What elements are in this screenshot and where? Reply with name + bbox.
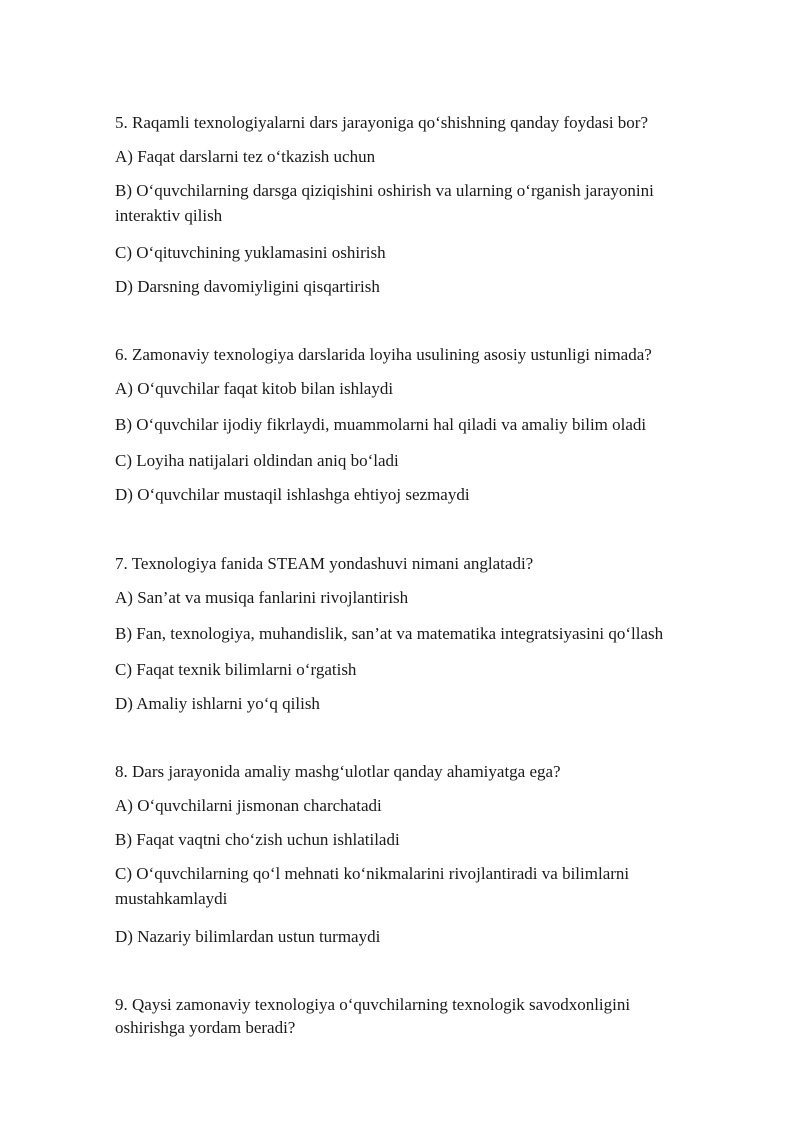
question-9-cont: oshirishga yordam beradi? xyxy=(115,1018,296,1037)
option-5b-cont xyxy=(115,204,735,228)
question-9: 9. Qaysi zamonaviy texnologiya o‘quvchilarning texnologik savodxonligini xyxy=(115,995,631,1014)
option-8c-cont xyxy=(115,887,735,911)
option-8a: A) O‘quvchilarni jismonan charchatadi xyxy=(115,796,382,815)
option-5a: A) Faqat darslarni tez o‘tkazish uchun xyxy=(115,147,376,166)
question-8: 8. Dars jarayonida amaliy mashg‘ulotlar qanday ahamiyatga ega? xyxy=(115,762,561,781)
option-6c: C) Loyiha natijalari oldindan aniq bo‘ladi xyxy=(115,451,399,470)
option-6a: A) O‘quvchilar faqat kitob bilan ishlaydi xyxy=(115,379,394,398)
option-7c: C) Faqat texnik bilimlarni o‘rgatish xyxy=(115,660,357,679)
option-5b-cont-text: interaktiv qilish xyxy=(115,206,223,225)
option-8b: B) Faqat vaqtni cho‘zish uchun ishlatiladi xyxy=(115,830,400,849)
option-7a: A) San’at va musiqa fanlarini rivojlantirish xyxy=(115,588,409,607)
option-7b xyxy=(115,622,735,646)
option-7d: D) Amaliy ishlarni yo‘q qilish xyxy=(115,694,320,713)
option-5b: B) O‘quvchilarning darsga qiziqishini oshirish va ularning o‘rganish jarayonini xyxy=(115,181,654,200)
question-7: 7. Texnologiya fanida STEAM yondashuvi nimani anglatadi? xyxy=(115,554,534,573)
option-5d: D) Darsning davomiyligini qisqartirish xyxy=(115,277,380,296)
option-8c: C) O‘quvchilarning qo‘l mehnati ko‘nikmalarini rivojlantiradi va bilimlarni xyxy=(115,864,630,883)
option-8c-cont-text: mustahkamlaydi xyxy=(115,889,228,908)
option-5c: C) O‘qituvchining yuklamasini oshirish xyxy=(115,243,386,262)
question-5: 5. Raqamli texnologiyalarni dars jarayoniga qo‘shishning qanday foydasi bor? xyxy=(115,113,649,132)
option-8d: D) Nazariy bilimlardan ustun turmaydi xyxy=(115,927,381,946)
option-6d: D) O‘quvchilar mustaqil ishlashga ehtiyoj sezmaydi xyxy=(115,485,470,504)
option-6b-text: B) O‘quvchilar ijodiy fikrlaydi, muammolarni hal qiladi va amaliy bilim oladi xyxy=(115,415,647,434)
option-7b-text: B) Fan, texnologiya, muhandislik, san’at va matematika integratsiyasini qo‘llash xyxy=(115,624,664,643)
option-6b xyxy=(115,413,735,437)
question-6: 6. Zamonaviy texnologiya darslarida loyiha usulining asosiy ustunligi nimada? xyxy=(115,345,652,364)
